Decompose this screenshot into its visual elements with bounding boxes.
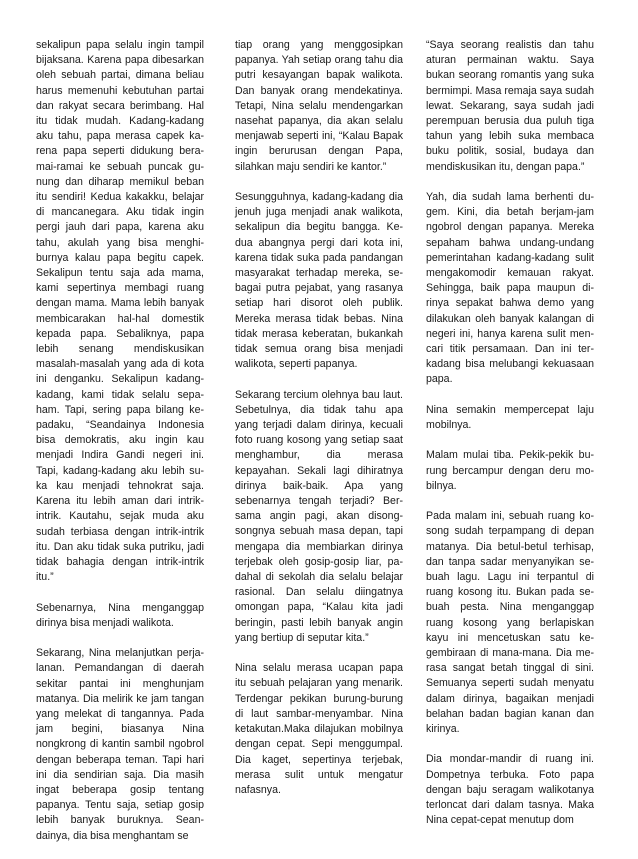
- paragraph: Nina selalu merasa ucapan papa itu sebuah pelajaran yang menarik. Terdengar pekikan burung-burung di laut sambar-menyambar. Nina ketakutan.Maka dilajukan mobilnya dengan cepat. Sepi menggumpal. Dia kaget, sepertinya terjebak, merasa sulit untuk mengatur nafasnya.: [235, 662, 403, 796]
- paragraph: Sesungguhnya, kadang-kadang dia jenuh juga menjadi anak walikota, sekalipun dia begitu bangga. Kedua abangnya pergi dari kota ini, karena tidak suka pada pandangan masyarakat terhadap mereka, sebagai putra pejabat, yang rasanya setiap hari disorot oleh publik. Mereka merasa tidak bebas. Nina tidak merasa keberatan, bukankah tidak semua orang bisa menjadi walikota, seperti papanya.: [235, 191, 403, 371]
- paragraph: “Saya seorang realistis dan tahu aturan permainan waktu. Saya bukan seorang romantis yang suka bermimpi. Masa remaja saya sudah lewat. Sekarang, saya sudah jadi perempuan berusia dua puluh tiga tahun yang lebih suka membaca buku politik, sosial, budaya dan mendiskusikan itu, dengan papa.”: [426, 39, 594, 173]
- paragraph: Pada malam ini, sebuah ruang kosong sudah terpampang di depan matanya. Dia betul-betul terhisap, dan tanpa sadar menyanyikan sebuah lagu. Lagu ini terpantul di ruang kosong itu. Bukan pada sebuah pesta. Nina menganggap ruang kosong yang berlapiskan kayu ini mencetuskan satu kegembiraan di mana-mana. Dia merasa sangat betah tinggal di sini. Semuanya seperti sudah menyatu dalam dirinya, bagaikan menjadi belahan badan bagian kanan dan kirinya.: [426, 510, 594, 736]
- text-column-1: [36, 38, 204, 859]
- paragraph: Sebenarnya, Nina menganggap dirinya bisa menjadi walikota.: [36, 601, 204, 629]
- paragraph: sekalipun papa selalu ingin tampil bijaksana. Karena papa dibesarkan oleh sebuah partai, dimana beliau harus memenuhi kebutuhan partai dan rakyat secara berimbang. Hal itu tidak mudah. Kadang-kadang aku tahu, papa merasa capek karena papa seperti didukung beramai-ramai ke sebuah puncak gunung dan diharap memikul beban itu sendiri! Kedua kakakku, belajar di mancanegara. Aku tidak ingin pergi jauh dari papa, karena aku tahu, akulah yang bisa menghiburnya kalau papa begitu capek. Sekalipun tentu saja ada mama, kami sepertinya membagi ruang dengan mama. Mama lebih banyak membicarakan hal-hal domestik kepada papa. Sebaliknya, papa lebih senang mendiskusikan masalah-masalah yang ada di kota ini denganku. Sekalipun kadang-kadang, kami tidak selalu sepaham. Tapi, sering papa bilang kepadaku, “Seandainya Indonesia bisa demokratis, aku ingin kau menjadi Indira Gandi negeri ini. Tapi, kadang-kadang aku lebih suka kau menjadi tehnokrat saja. Karena itu lebih aman dari intrik-intrik. Kautahu, sejak muda aku sudah terbiasa dengan intrik-intrik itu. Dan aku tidak suka putriku, jadi tidak bahagia dengan intrik-intrik itu.”: [36, 39, 204, 584]
- paragraph: Nina semakin mempercepat laju mobilnya.: [426, 403, 594, 432]
- paragraph: Dia mondar-mandir di ruang ini. Dompetnya terbuka. Foto papa dengan baju seragam walikotanya terloncat dari dalam tasnya. Maka Nina cepat-cepat menutup dom: [426, 753, 594, 827]
- paragraph: tiap orang yang menggosipkan papanya. Yah setiap orang tahu dia putri kesayangan bapak walikota. Dan banyak orang mendekatinya. Tetapi, Nina selalu mendengarkan nasehat papanya, dia akan selalu menjawab seperti ini, “Kalau Bapak ingin berurusan dengan Papa, silahkan maju sendiri ke kantor.”: [235, 39, 403, 173]
- paragraph: Sekarang tercium olehnya bau laut. Sebetulnya, dia tidak tahu apa yang terjadi dalam dirinya, kecuali foto ruang kosong yang setiap saat menghambur, dia merasa kepayahan. Sekali lagi dihiratnya dirinya baik-baik. Apa yang sebenarnya tengah terjadi? Bersama angin pagi, akan disongsongnya sebuah masa depan, tapi mengapa dia membiarkan dirinya terjebak oleh gosip-gosip liar, padahal di sekolah dia selalu belajar rasional. Dan selalu diingatnya omongan papa, “Kalau kita jadi beringin, pasti lebih banyak angin yang bertiup di seputar kita.”: [235, 388, 403, 644]
- text-column-2: [235, 38, 403, 813]
- paragraph: Sekarang, Nina melanjutkan perjalanan. Pemandangan di daerah sekitar pantai ini menghunjam matanya. Dia melirik ke jam tangan yang melekat di tangannya. Pada jam begini, biasanya Nina nongkrong di kantin sambil ngobrol dengan beberapa teman. Tapi hari ini dia sendirian saja. Dia masih ingat beberapa gosip tentang papanya. Tentu saja, setiap gosip lebih banyak buruknya. Seandainya, dia bisa menghantam se: [36, 647, 204, 842]
- paragraph: Malam mulai tiba. Pekik-pekik burung bercampur dengan deru mobilnya.: [426, 449, 594, 492]
- text-column-3: [426, 38, 594, 844]
- paragraph: Yah, dia sudah lama berhenti dugem. Kini, dia betah berjam-jam ngobrol dengan papanya. Mereka sepaham bahwa undang-undang pemerintahan kadang-kadang sulit mengakomodir kemauan rakyat. Sehingga, baik papa maupun dirinya sepakat bahwa demo yang dilakukan oleh banyak kalangan di negeri ini, hanya karena sulit mencari titik persamaan. Dan ini terkadang bisa melubangi kekuasaan papa.: [426, 191, 594, 386]
